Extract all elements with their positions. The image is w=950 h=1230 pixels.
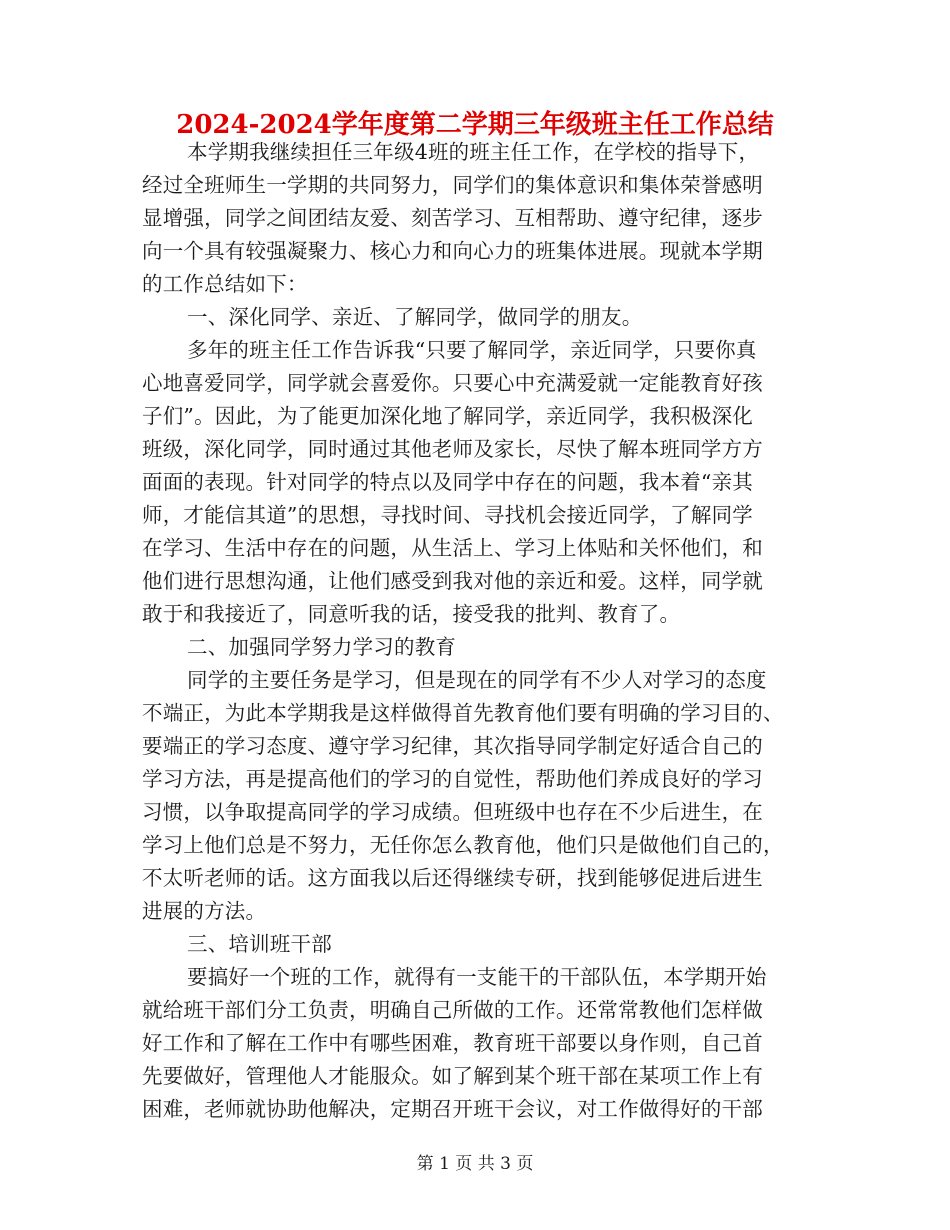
body-line: 不太听老师的话。这方面我以后还得继续专研，找到能够促进后进生 <box>142 866 763 890</box>
body-line: 的工作总结如下： <box>142 272 308 296</box>
body-line: 在学习、生活中存在的问题，从生活上、学习上体贴和关怀他们，和 <box>142 536 763 560</box>
body-line: 一、深化同学、亲近、了解同学，做同学的朋友。 <box>187 305 643 329</box>
body-line: 显增强，同学之间团结友爱、刻苦学习、互相帮助、遵守纪律，逐步 <box>142 206 763 230</box>
body-line: 子们”。因此，为了能更加深化地了解同学，亲近同学，我积极深化 <box>142 404 753 428</box>
body-line: 敢于和我接近了，同意听我的话，接受我的批判、教育了。 <box>142 602 681 626</box>
body-line: 经过全班师生一学期的共同努力，同学们的集体意识和集体荣誉感明 <box>142 173 763 197</box>
body-line: 好工作和了解在工作中有哪些困难，教育班干部要以身作则，自己首 <box>142 1031 763 1055</box>
body-line: 进展的方法。 <box>142 899 267 923</box>
body-line: 学习上他们总是不努力，无任你怎么教育他，他们只是做他们自己的， <box>142 833 784 857</box>
document-body <box>142 136 802 1126</box>
body-line: 不端正，为此本学期我是这样做得首先教育他们要有明确的学习目的、 <box>142 701 784 725</box>
body-line: 师，才能信其道”的思想，寻找时间、寻找机会接近同学，了解同学 <box>142 503 753 527</box>
body-line: 向一个具有较强凝聚力、核心力和向心力的班集体进展。现就本学期 <box>142 239 763 263</box>
body-line: 先要做好，管理他人才能服众。如了解到某个班干部在某项工作上有 <box>142 1064 763 1088</box>
body-line: 他们进行思想沟通，让他们感受到我对他的亲近和爱。这样，同学就 <box>142 569 763 593</box>
body-line: 本学期我继续担任三年级4班的班主任工作，在学校的指导下， <box>187 140 760 164</box>
body-line: 要搞好一个班的工作，就得有一支能干的干部队伍，本学期开始 <box>187 965 767 989</box>
body-line: 班级，深化同学，同时通过其他老师及家长，尽快了解本班同学方方 <box>142 437 763 461</box>
body-line: 二、加强同学努力学习的教育 <box>187 635 457 659</box>
body-line: 就给班干部们分工负责，明确自己所做的工作。还常常教他们怎样做 <box>142 998 763 1022</box>
body-line: 学习方法，再是提高他们的学习的自觉性，帮助他们养成良好的学习 <box>142 767 763 791</box>
body-line: 心地喜爱同学，同学就会喜爱你。只要心中充满爱就一定能教育好孩 <box>142 371 763 395</box>
body-line: 面面的表现。针对同学的特点以及同学中存在的问题，我本着“亲其 <box>142 470 753 494</box>
body-line: 三、培训班干部 <box>187 932 332 956</box>
body-line: 习惯，以争取提高同学的学习成绩。但班级中也存在不少后进生，在 <box>142 800 763 824</box>
body-line: 同学的主要任务是学习，但是现在的同学有不少人对学习的态度 <box>187 668 767 692</box>
page-footer: 第 1 页 共 3 页 <box>416 1154 534 1174</box>
document-title: 2024-2024学年度第二学期三年级班主任工作总结 <box>176 110 774 140</box>
body-line: 要端正的学习态度、遵守学习纪律，其次指导同学制定好适合自己的 <box>142 734 763 758</box>
body-line: 多年的班主任工作告诉我“只要了解同学，亲近同学，只要你真 <box>187 338 757 362</box>
body-line: 困难，老师就协助他解决，定期召开班干会议，对工作做得好的干部 <box>142 1097 763 1121</box>
